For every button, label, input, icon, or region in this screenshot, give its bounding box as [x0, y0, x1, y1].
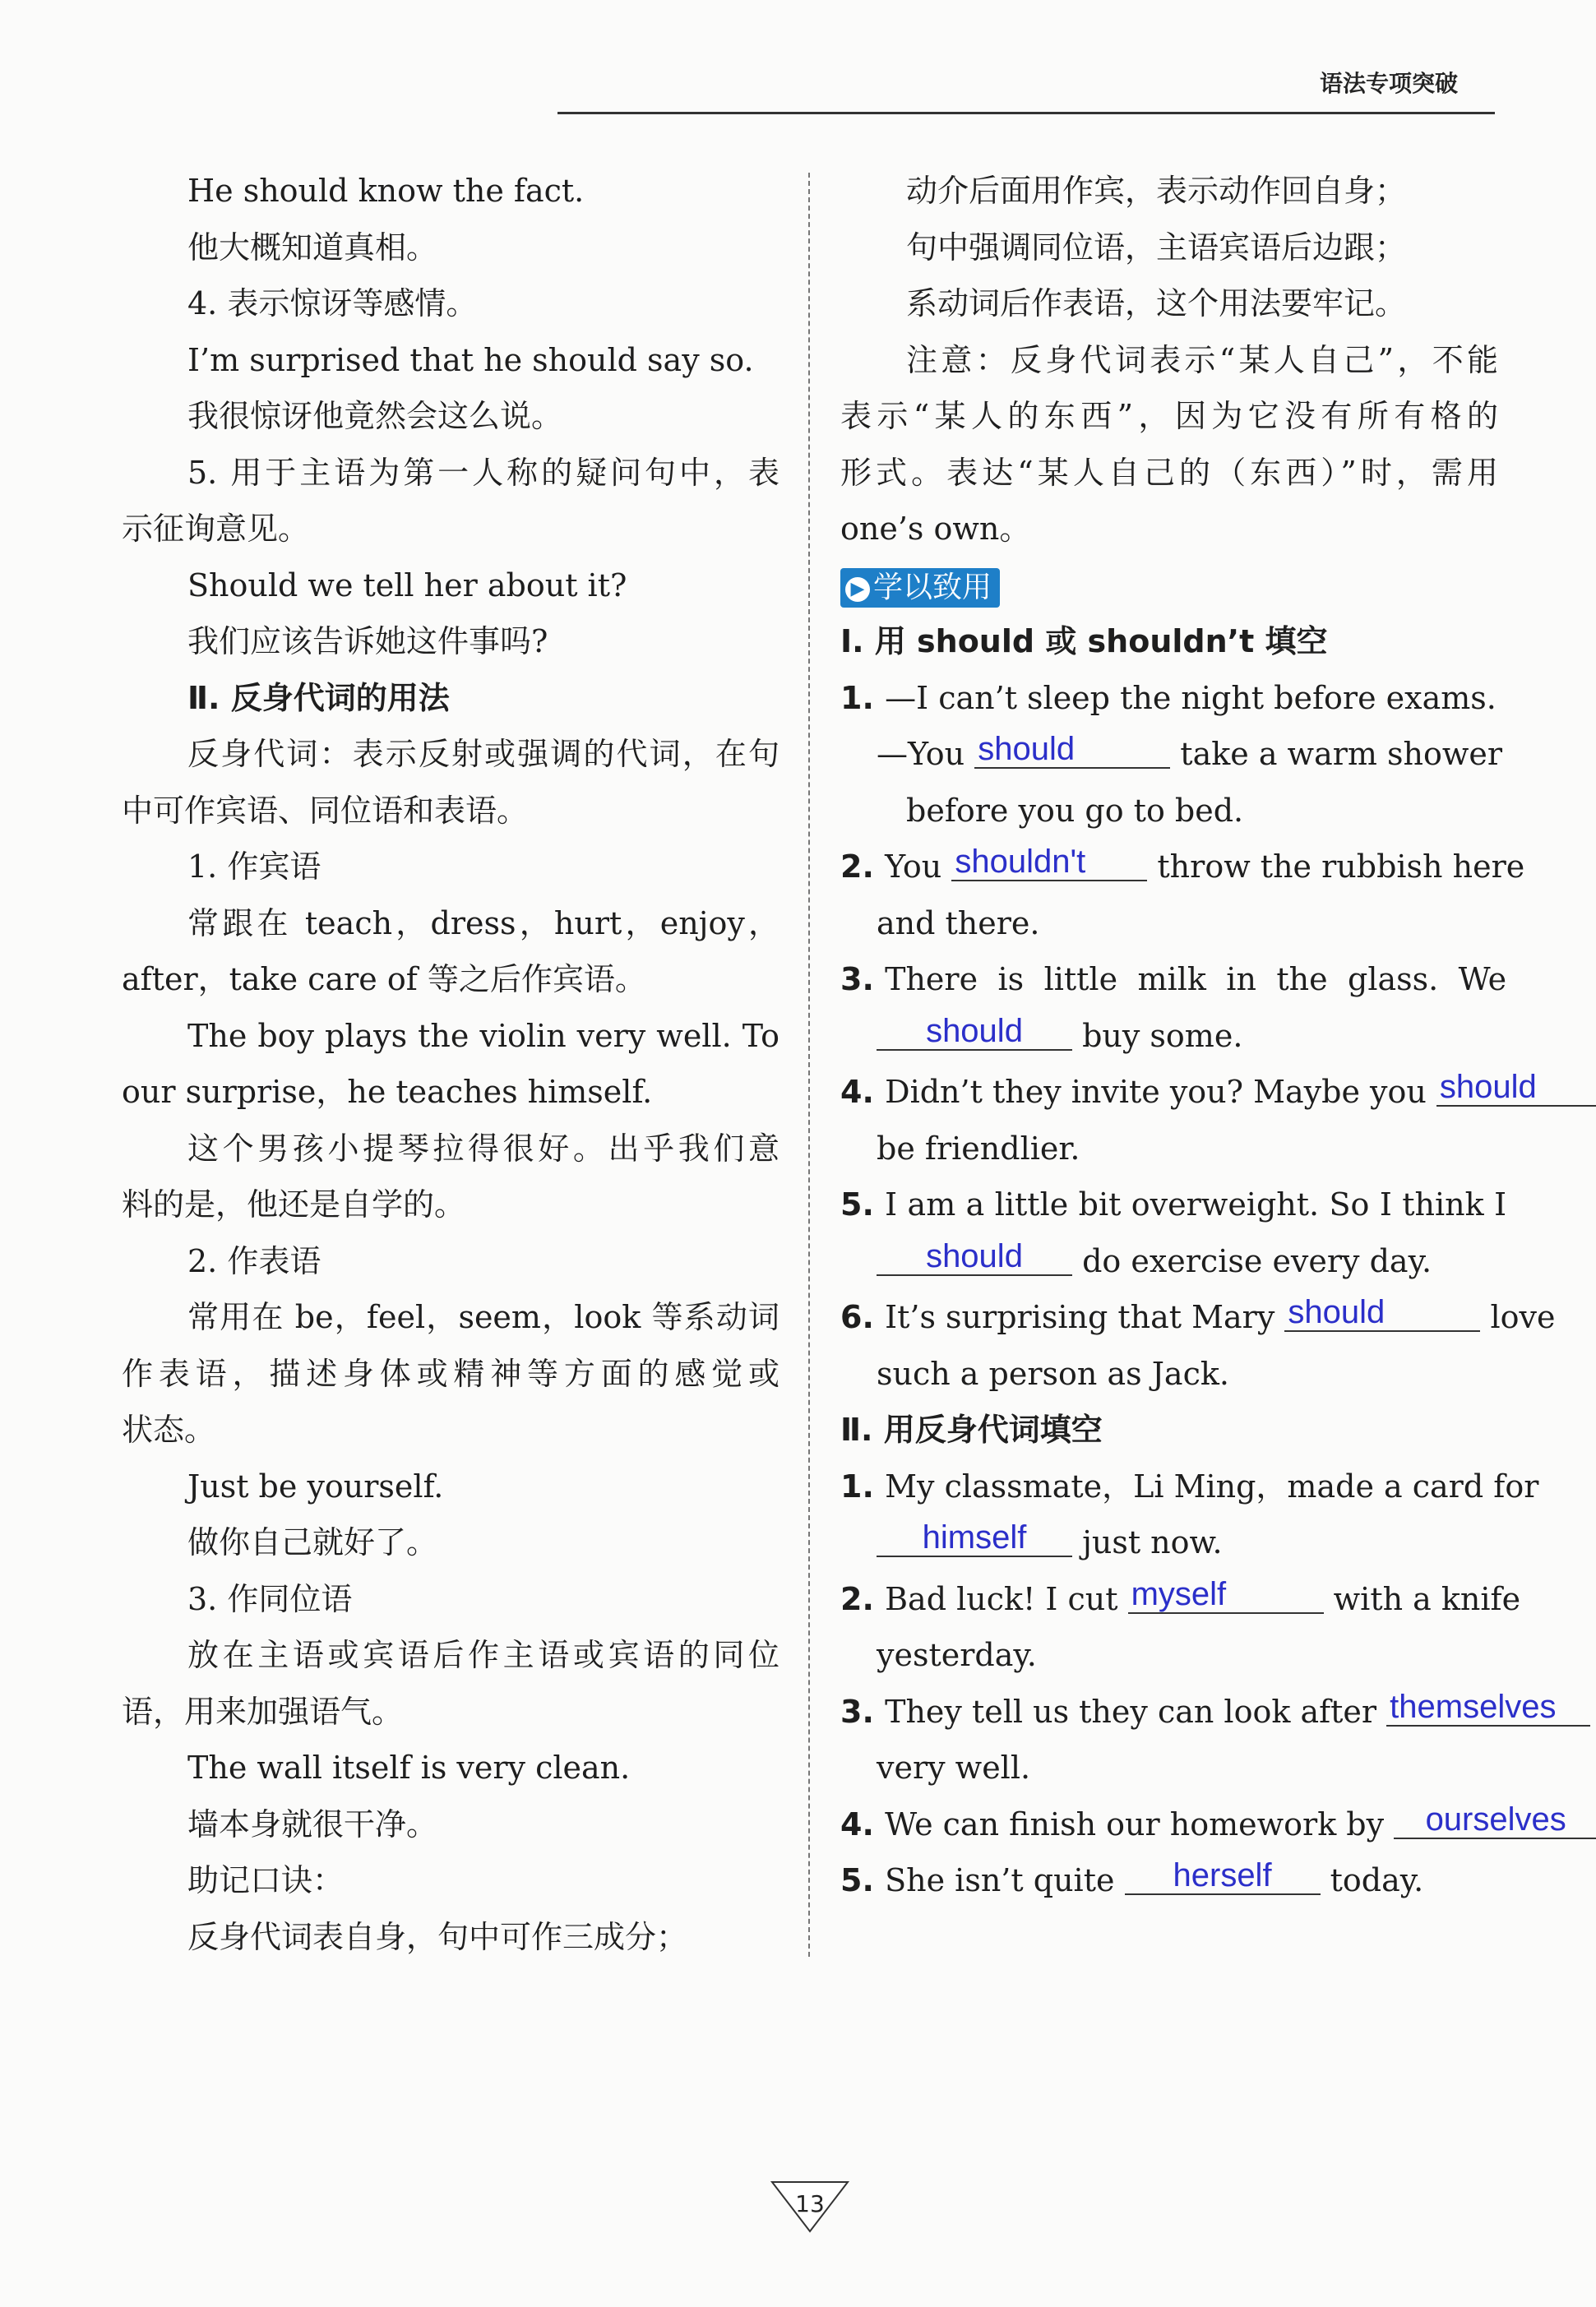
- right-text-line: 句中强调同位语，主语宾语后边跟；: [906, 229, 1407, 266]
- question-number: 5.: [840, 1186, 886, 1223]
- answer-blank[interactable]: should: [1284, 1294, 1480, 1332]
- answer-blank[interactable]: should: [974, 731, 1170, 769]
- exercise-line: [840, 1177, 1507, 1233]
- question-text: [877, 1519, 1223, 1560]
- question-text: [885, 1459, 1539, 1515]
- question-fragment: with a knife: [1323, 1580, 1521, 1617]
- exercise-line: [840, 1459, 1539, 1515]
- exercise-line: [840, 1121, 1498, 1177]
- left-text-line: I’m surprised that he should say so.: [187, 341, 754, 378]
- left-text-line: Should we tell her about it?: [187, 566, 627, 603]
- question-fragment: They tell us they can look after: [885, 1693, 1387, 1730]
- question-number: 5.: [840, 1862, 886, 1898]
- right-text-line: 形式。表达“某人自己的（东西）”时，需用: [840, 454, 1498, 491]
- practice-badge-label: 学以致用: [873, 571, 992, 604]
- question-fragment: —You: [877, 736, 975, 772]
- left-text-line: 反身代词表自身，句中可作三成分；: [187, 1918, 688, 1955]
- question-number: 6.: [840, 1299, 886, 1335]
- exercise-line: [840, 951, 1507, 1008]
- left-text-line: our surprise，he teaches himself.: [122, 1074, 653, 1110]
- left-text-line: 4. 表示惊讶等感情。: [187, 285, 478, 321]
- question-number: 3.: [840, 961, 886, 997]
- left-text-line: 语，用来加强语气。: [122, 1693, 404, 1730]
- right-column: [840, 163, 1566, 1909]
- exercise-line: [840, 1627, 1498, 1684]
- play-icon: ▶: [845, 577, 870, 602]
- question-fragment: do exercise every day.: [1072, 1242, 1432, 1279]
- exercise-line: [840, 1514, 1498, 1571]
- left-text-line: 作表语，描述身体或精神等方面的感觉或: [122, 1355, 779, 1392]
- question-text: [885, 1571, 1521, 1628]
- question-text: [877, 726, 1503, 783]
- header-section-title: 语法专项突破: [1320, 70, 1459, 97]
- question-fragment: There is little milk in the glass. We: [885, 961, 1507, 997]
- question-text: [885, 680, 1497, 716]
- question-fragment: and there.: [877, 904, 1040, 941]
- question-number: 3.: [840, 1693, 886, 1730]
- left-text-line: 中可作宾语、同位语和表语。: [122, 792, 529, 829]
- left-text-line: 我们应该告诉她这件事吗?: [187, 623, 548, 659]
- question-fragment: —I can’t sleep the night before exams.: [885, 679, 1497, 716]
- left-text-line: 常用在 be，feel，seem，look 等系动词: [187, 1299, 779, 1335]
- answer-blank[interactable]: should: [877, 1238, 1072, 1276]
- answer-blank[interactable]: ourselves: [1394, 1801, 1596, 1839]
- question-number: 1.: [840, 679, 886, 716]
- question-text: [885, 1684, 1557, 1741]
- answer-blank[interactable]: shouldn't: [951, 844, 1147, 881]
- question-text: [885, 1801, 1596, 1842]
- left-text-line: Just be yourself.: [187, 1468, 444, 1505]
- section1-title: Ⅰ. 用 should 或 shouldn’t 填空: [840, 623, 1328, 659]
- exercise-line: [840, 1008, 1498, 1065]
- left-text-line: Ⅱ. 反身代词的用法: [187, 679, 450, 716]
- left-text-line: 3. 作同位语: [187, 1580, 353, 1617]
- answer-blank[interactable]: should: [1436, 1069, 1596, 1107]
- left-column: [122, 163, 779, 1965]
- left-text-line: The boy plays the violin very well. To: [187, 1017, 779, 1054]
- exercise-line: [840, 1684, 1557, 1741]
- question-fragment: It’s surprising that Mary: [885, 1299, 1285, 1335]
- question-text: [877, 1237, 1432, 1279]
- question-fragment: I am a little bit overweight. So I think I: [885, 1186, 1507, 1223]
- question-fragment: today.: [1320, 1862, 1424, 1898]
- column-divider: [808, 173, 810, 1957]
- header-rule: [557, 112, 1495, 114]
- exercise-line: [840, 1796, 1566, 1853]
- left-text-line: 放在主语或宾语后作主语或宾语的同位: [187, 1637, 779, 1673]
- left-text-line: 助记口诀：: [187, 1862, 345, 1898]
- question-text: [885, 1857, 1424, 1898]
- right-text-line: 注意：反身代词表示“某人自己”，不能: [906, 341, 1498, 378]
- question-fragment: just now.: [1072, 1524, 1223, 1560]
- answer-blank[interactable]: should: [877, 1013, 1072, 1051]
- question-fragment: throw the rubbish here: [1147, 848, 1525, 885]
- question-fragment: love: [1480, 1299, 1556, 1335]
- right-text-line: 动介后面用作宾，表示动作回自身；: [906, 173, 1407, 209]
- right-text-line: 表示“某人的东西”，因为它没有所有格的: [840, 398, 1498, 434]
- left-text-line: 墙本身就很干净。: [187, 1805, 438, 1842]
- question-fragment: Didn’t they invite you? Maybe you: [885, 1074, 1436, 1110]
- question-fragment: We can finish our homework by: [885, 1805, 1395, 1842]
- question-fragment: before you go to bed.: [906, 792, 1244, 829]
- question-text: [885, 1289, 1556, 1346]
- question-fragment: My classmate，Li Ming，made a card for: [885, 1468, 1539, 1505]
- left-text-line: 反身代词：表示反射或强调的代词，在句: [187, 736, 779, 772]
- question-fragment: such a person as Jack.: [877, 1355, 1229, 1392]
- question-fragment: very well.: [877, 1750, 1031, 1786]
- exercise-line: [840, 1233, 1498, 1290]
- question-text: [885, 1177, 1506, 1233]
- left-text-line: 做你自己就好了。: [187, 1524, 438, 1560]
- left-text-line: 料的是，他还是自学的。: [122, 1186, 466, 1223]
- exercise-line: [840, 1740, 1498, 1796]
- answer-blank[interactable]: themselves: [1386, 1689, 1590, 1727]
- question-fragment: buy some.: [1072, 1017, 1243, 1054]
- question-number: 4.: [840, 1805, 886, 1842]
- page-number: 13: [795, 2190, 825, 2217]
- left-text-line: after，take care of 等之后作宾语。: [122, 961, 646, 997]
- left-text-line: 状态。: [122, 1412, 216, 1448]
- question-fragment: You: [885, 848, 952, 885]
- question-text: [906, 793, 1243, 829]
- question-text: [877, 1750, 1030, 1786]
- question-text: [885, 951, 1506, 1008]
- right-text-line: 系动词后作表语，这个用法要牢记。: [906, 285, 1407, 321]
- answer-blank[interactable]: herself: [1125, 1857, 1321, 1895]
- left-text-line: He should know the fact.: [187, 173, 585, 209]
- exercise-line: [840, 726, 1503, 783]
- practice-badge: [840, 568, 1000, 608]
- answer-blank[interactable]: myself: [1128, 1576, 1324, 1614]
- question-number: 2.: [840, 848, 886, 885]
- question-fragment: yesterday.: [877, 1637, 1037, 1673]
- left-text-line: 这个男孩小提琴拉得很好。出乎我们意: [187, 1130, 779, 1167]
- question-fragment: be friendlier.: [877, 1130, 1080, 1167]
- left-text-line: 我很惊讶他竟然会这么说。: [187, 398, 563, 434]
- question-text: [877, 1012, 1243, 1054]
- question-text: [877, 1637, 1037, 1673]
- question-text: [877, 905, 1040, 941]
- left-text-line: 示征询意见。: [122, 511, 310, 547]
- left-text-line: 5. 用于主语为第一人称的疑问句中，表: [187, 454, 779, 491]
- left-text-line: 1. 作宾语: [187, 848, 322, 885]
- answer-blank[interactable]: himself: [877, 1519, 1072, 1557]
- question-fragment: take a warm shower: [1170, 736, 1503, 772]
- question-text: [877, 1356, 1229, 1392]
- exercise-line: [840, 1289, 1556, 1346]
- practice-badge-row: [840, 557, 1498, 614]
- question-text: [885, 839, 1525, 895]
- exercise-line: [840, 1852, 1498, 1909]
- right-text-line: one’s own。: [840, 511, 1031, 547]
- exercise-line: [840, 670, 1498, 727]
- exercise-line: [840, 1064, 1537, 1121]
- question-fragment: She isn’t quite: [885, 1862, 1125, 1898]
- question-number: 4.: [840, 1074, 886, 1110]
- question-number: 1.: [840, 1468, 886, 1505]
- exercise-line: [840, 1346, 1498, 1403]
- question-text: [885, 1064, 1537, 1121]
- exercise-line: [840, 1571, 1521, 1628]
- exercise-line: [840, 783, 1498, 839]
- question-fragment: Bad luck! I cut: [885, 1580, 1128, 1617]
- exercise-line: [840, 895, 1498, 952]
- left-text-line: 常跟在 teach，dress，hurt，enjoy，: [187, 904, 779, 941]
- question-text: [877, 1130, 1080, 1167]
- left-text-line: 2. 作表语: [187, 1242, 322, 1279]
- left-text-line: 他大概知道真相。: [187, 229, 438, 266]
- left-text-line: The wall itself is very clean.: [187, 1750, 631, 1786]
- exercise-line: [840, 839, 1525, 895]
- question-number: 2.: [840, 1580, 886, 1617]
- section2-title: Ⅱ. 用反身代词填空: [840, 1412, 1103, 1448]
